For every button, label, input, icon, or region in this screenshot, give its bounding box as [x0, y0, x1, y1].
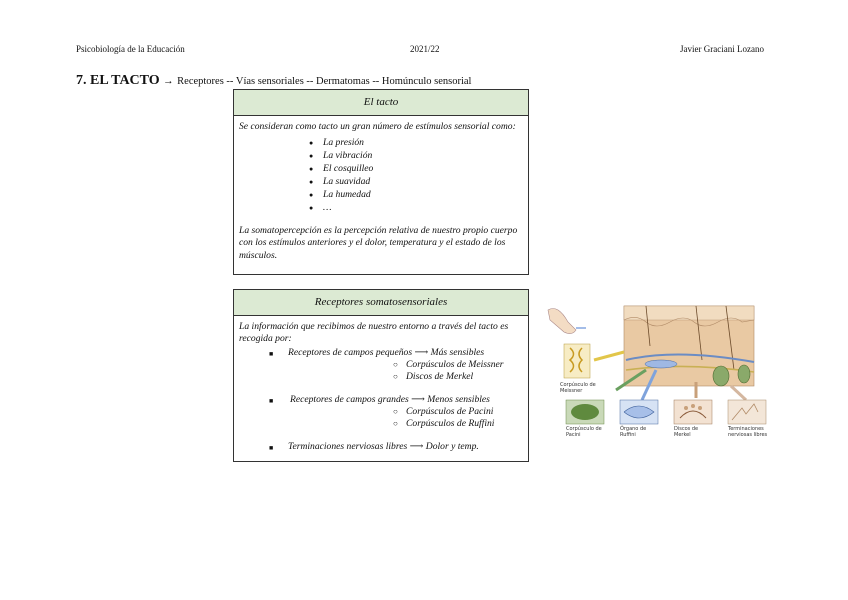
- caption-ruffini: Órgano de Ruffini: [620, 426, 647, 438]
- list-item: ● La presión: [239, 137, 523, 150]
- finger-icon: [548, 309, 576, 334]
- header-year: 2021/22: [410, 44, 440, 54]
- receptores-box-body: [234, 316, 528, 453]
- group-small-label: Receptores de campos pequeños ⟶ Más sensibles: [288, 347, 485, 359]
- square-bullet-icon: ■: [269, 350, 274, 359]
- meissner-callout-icon: [564, 344, 590, 378]
- list-item: ○ Corpúsculos de Ruffini: [239, 418, 523, 430]
- group-free-label: Terminaciones nerviosas libres ⟶ Dolor y temp.: [288, 441, 479, 453]
- section-number-title: 7. EL TACTO: [76, 73, 160, 88]
- section-title: [76, 73, 471, 89]
- list-item: ● La humedad: [239, 189, 523, 202]
- receptores-intro: La información que recibimos de nuestro entorno a través del tacto es recogida por:: [239, 321, 509, 345]
- list-item: ○ Corpúsculos de Pacini: [239, 406, 523, 418]
- receptores-box: [233, 289, 529, 462]
- receptores-box-title: Receptores somatosensoriales: [234, 290, 528, 316]
- tacto-box-title: El tacto: [234, 90, 528, 116]
- caption-pacini: Corpúsculo de Pacini: [566, 426, 602, 438]
- stimuli-list: [239, 137, 523, 215]
- square-bullet-icon: ■: [269, 444, 274, 453]
- header-author: Javier Graciani Lozano: [680, 44, 764, 54]
- caption-meissner: Corpúsculo de Meissner: [560, 382, 596, 394]
- free-endings-callout-icon: [728, 400, 766, 424]
- group-free-endings: [239, 441, 523, 453]
- section-arrow: →: [163, 76, 174, 87]
- header-subject: Psicobiología de la Educación: [76, 44, 185, 54]
- list-item: ● La vibración: [239, 150, 523, 163]
- list-item: ○ Corpúsculos de Meissner: [239, 359, 523, 371]
- group-large-label: Receptores de campos grandes ⟶ Menos sensibles: [290, 394, 490, 406]
- tacto-box: [233, 89, 529, 275]
- merkel-callout-icon: [674, 400, 712, 424]
- list-item: ○ Discos de Merkel: [239, 371, 523, 383]
- group-small-fields: [239, 347, 523, 359]
- tacto-intro: Se consideran como tacto un gran número de estímulos sensorial como:: [239, 121, 516, 132]
- caption-merkel: Discos de Merkel: [674, 426, 699, 438]
- pacini-icon: [713, 366, 729, 386]
- list-item: ● La suavidad: [239, 176, 523, 189]
- skin-receptors-figure: [546, 300, 776, 450]
- list-item: ● El cosquilleo: [239, 163, 523, 176]
- square-bullet-icon: ■: [269, 397, 274, 406]
- tacto-box-body: [234, 116, 528, 262]
- caption-free-endings: Terminaciones nerviosas libres: [728, 426, 768, 438]
- group-large-fields: [239, 394, 523, 406]
- somatopercepcion-definition: La somatopercepción es la percepción relativa de nuestro propio cuerpo con los estímulos anteriores y el dolor, temperatura y el estado de los músculos.: [239, 225, 518, 261]
- section-subtopics: Receptores -- Vías sensoriales -- Dermatomas -- Homúnculo sensorial: [177, 76, 472, 87]
- list-item: ● …: [239, 202, 523, 215]
